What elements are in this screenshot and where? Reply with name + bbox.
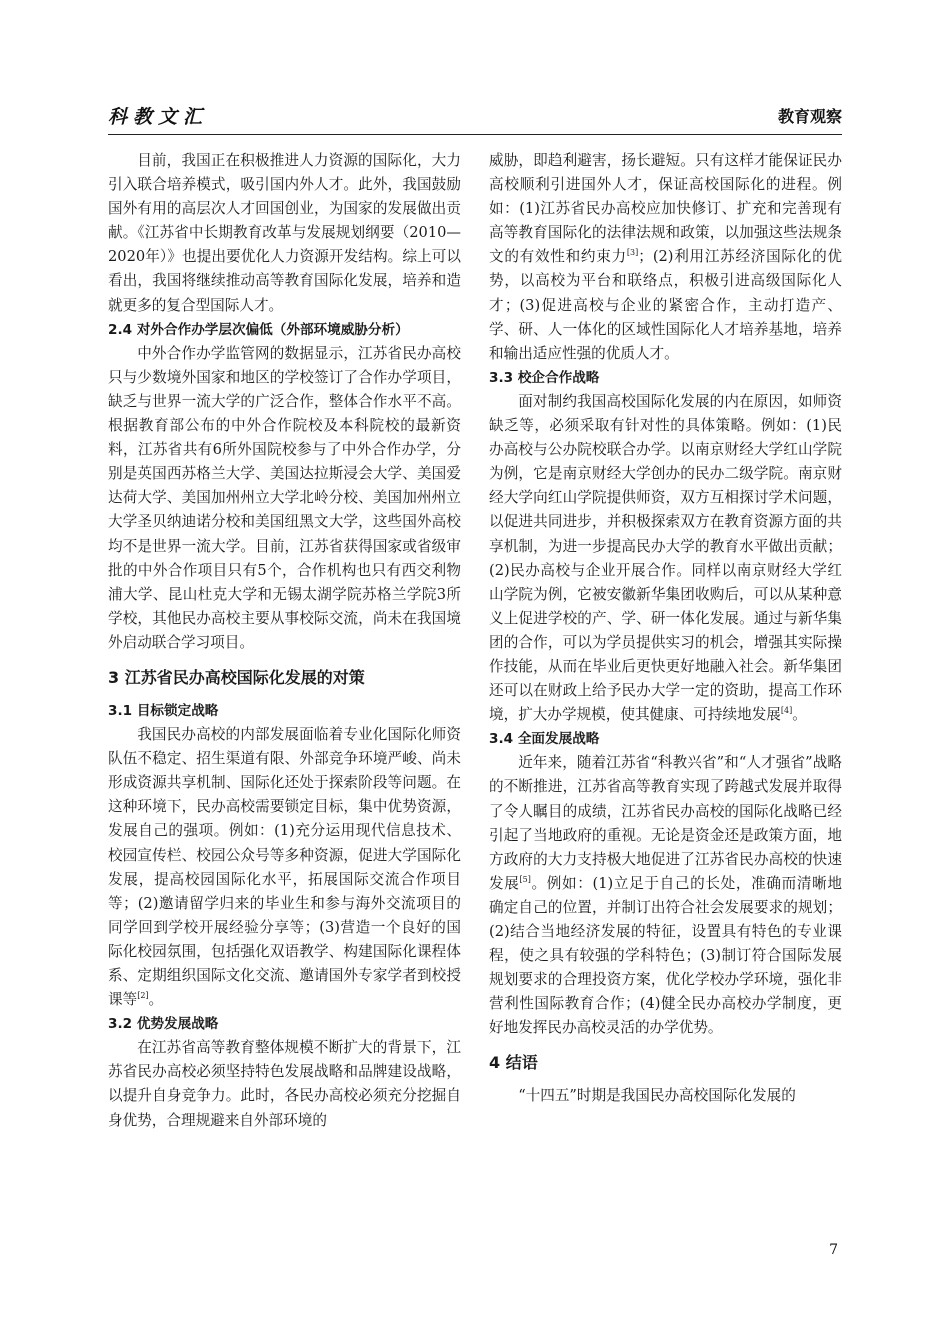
- paragraph: 目前，我国正在积极推进人力资源的国际化，大力引入联合培养模式，吸引国内外人才。此外，我国鼓励国外有用的高层次人才回国创业，为国家的发展做出贡献。《江苏省中长期教育改革与发展规划纲要（2010—2020年）》也提出要优化人力资源开发结构。综上可以看出，我国将继续推动高等教育国际化发展，培养和造就更多的复合型国际人才。: [108, 152, 461, 314]
- paragraph: [489, 149, 842, 366]
- paragraph-text: 近年来，随着江苏省“科教兴省”和“人才强省”战略的不断推进，江苏省高等教育实现了跨越式发展并取得了令人瞩目的成绩，江苏省民办高校的国际化战略已经引起了当地政府的重视。无论是资金还是政策方面，地方政府的大力支持极大地促进了江苏省民办高校的快速发展: [489, 754, 842, 892]
- citation: [5]: [519, 874, 531, 884]
- paragraph: [489, 390, 842, 727]
- section-heading-3-2: 3.2 优势发展战略: [108, 1016, 219, 1033]
- section-heading-3: 3 江苏省民办高校国际化发展的对策: [108, 667, 365, 687]
- paragraph-text: 威胁，即趋利避害，扬长避短。只有这样才能保证民办高校顺利引进国外人才，保证高校国际化的进程。例如：(1)江苏省民办高校应加快修订、扩充和完善现有高等教育国际化的法律法规和政策，以加强这些法规条文的有效性和约束力: [489, 152, 842, 266]
- paragraph: 中外合作办学监管网的数据显示，江苏省民办高校只与少数境外国家和地区的学校签订了合作办学项目，缺乏与世界一流大学的广泛合作，整体合作水平不高。根据教育部公布的中外合作院校及本科院校的最新资料，江苏省共有6所外国院校参与了中外合作办学，分别是英国西苏格兰大学、美国达拉斯浸会大学、美国爱达荷大学、美国加州州立大学北岭分校、美国加州州立大学圣贝纳迪诺分校和美国纽黑文大学，这些国外高校均不是世界一流大学。目前，江苏省获得国家或省级审批的中外合作项目只有5个，合作机构也只有西交利物浦大学、昆山杜克大学和无锡太湖学院苏格兰学院3所学校，其他民办高校主要从事校际交流，尚未在我国境外启动联合学习项目。: [108, 344, 461, 651]
- paragraph-text: 面对制约我国高校国际化发展的内在原因，如师资缺乏等，必须采取有针对性的具体策略。例如：(1)民办高校与公办院校联合办学。以南京财经大学红山学院为例，它是南京财经大学创办的民办二级学院。南京财经大学向红山学院提供师资，双方互相探讨学术问题，以促进共同进步，并积极探索双方在教育资源方面的共享机制，为进一步提高民办大学的教育水平做出贡献；(2)民办高校与企业开展合作。同样以南京财经大学红山学院为例，它被安徽新华集团收购后，可以从某种意义上促进学校的产、学、研一体化发展。通过与新华集团的合作，可以为学员提供实习的机会，增强其实际操作技能，从而在毕业后更快更好地融入社会。新华集团还可以在财政上给予民办大学一定的资助，提高工作环境，扩大办学规模，使其健康、可持续地发展: [489, 392, 842, 724]
- citation: [2]: [137, 991, 149, 1001]
- paragraph: [108, 723, 461, 1012]
- section-heading-3-3: 3.3 校企合作战略: [489, 369, 600, 386]
- paragraph-text: 。例如：(1)立足于自己的长处，准确而清晰地确定自己的位置，并制订出符合社会发展要求的规划；(2)结合当地经济发展的特征，设置具有特色的专业课程，使之具有较强的学科特色；(3)制订符合国际发展规划要求的合理投资方案，优化学校办学环境，强化非营利性国际教育合作；(4)健全民办高校办学制度，更好地发挥民办高校灵活的办学优势。: [489, 874, 842, 1037]
- paragraph-text: 我国民办高校的内部发展面临着专业化国际化师资队伍不稳定、招生渠道有限、外部竞争环境严峻、尚未形成资源共享机制、国际化还处于探索阶段等问题。在这种环境下，民办高校需要锁定目标，集中优势资源，发展自己的强项。例如：(1)充分运用现代信息技术、校园宣传栏、校园公众号等多种资源，促进大学国际化发展，提高校园国际化水平，拓展国际交流合作项目等；(2)邀请留学归来的毕业生和参与海外交流项目的同学回到学校开展经验分享等；(3)营造一个良好的国际化校园氛围，包括强化双语教学、构建国际化课程体系、定期组织国际文化交流、邀请国外专家学者到校授课等: [108, 726, 461, 1009]
- section-heading-4: 4 结语: [489, 1053, 538, 1073]
- section-heading-3-4: 3.4 全面发展战略: [489, 731, 600, 748]
- section-name: 教育观察: [777, 107, 842, 126]
- section-heading-3-1: 3.1 目标锁定战略: [108, 702, 219, 719]
- section-heading-2-4: 2.4 对外合作办学层次偏低（外部环境威胁分析）: [108, 321, 409, 338]
- citation: [3]: [626, 248, 639, 258]
- paragraph-text: 。: [148, 991, 164, 1009]
- paragraph: [489, 751, 842, 1040]
- paragraph-text: ；(2)利用江苏经济国际化的优势，以高校为平台和联络点，积极引进高级国际化人才；(3)促进高校与企业的紧密合作，主动打造产、学、研、人一体化的区域性国际化人才培养基地，培养和输出适应性强的优质人才。: [489, 248, 842, 362]
- page-number: 7: [829, 1242, 838, 1258]
- citation: [4]: [780, 706, 793, 716]
- header-divider: [108, 134, 842, 135]
- paragraph: 在江苏省高等教育整体规模不断扩大的背景下，江苏省民办高校必须坚持特色发展战略和品牌建设战略，以提升自身竞争力。此时，各民办高校必须充分挖掘自身优势，合理规避来自外部环境的: [108, 1039, 461, 1129]
- paragraph: “十四五”时期是我国民办高校国际化发展的: [518, 1087, 796, 1105]
- journal-name: 科教文汇: [108, 106, 209, 128]
- right-column: [489, 149, 842, 1109]
- paragraph-text: 。: [792, 706, 807, 724]
- left-column: [108, 149, 461, 1133]
